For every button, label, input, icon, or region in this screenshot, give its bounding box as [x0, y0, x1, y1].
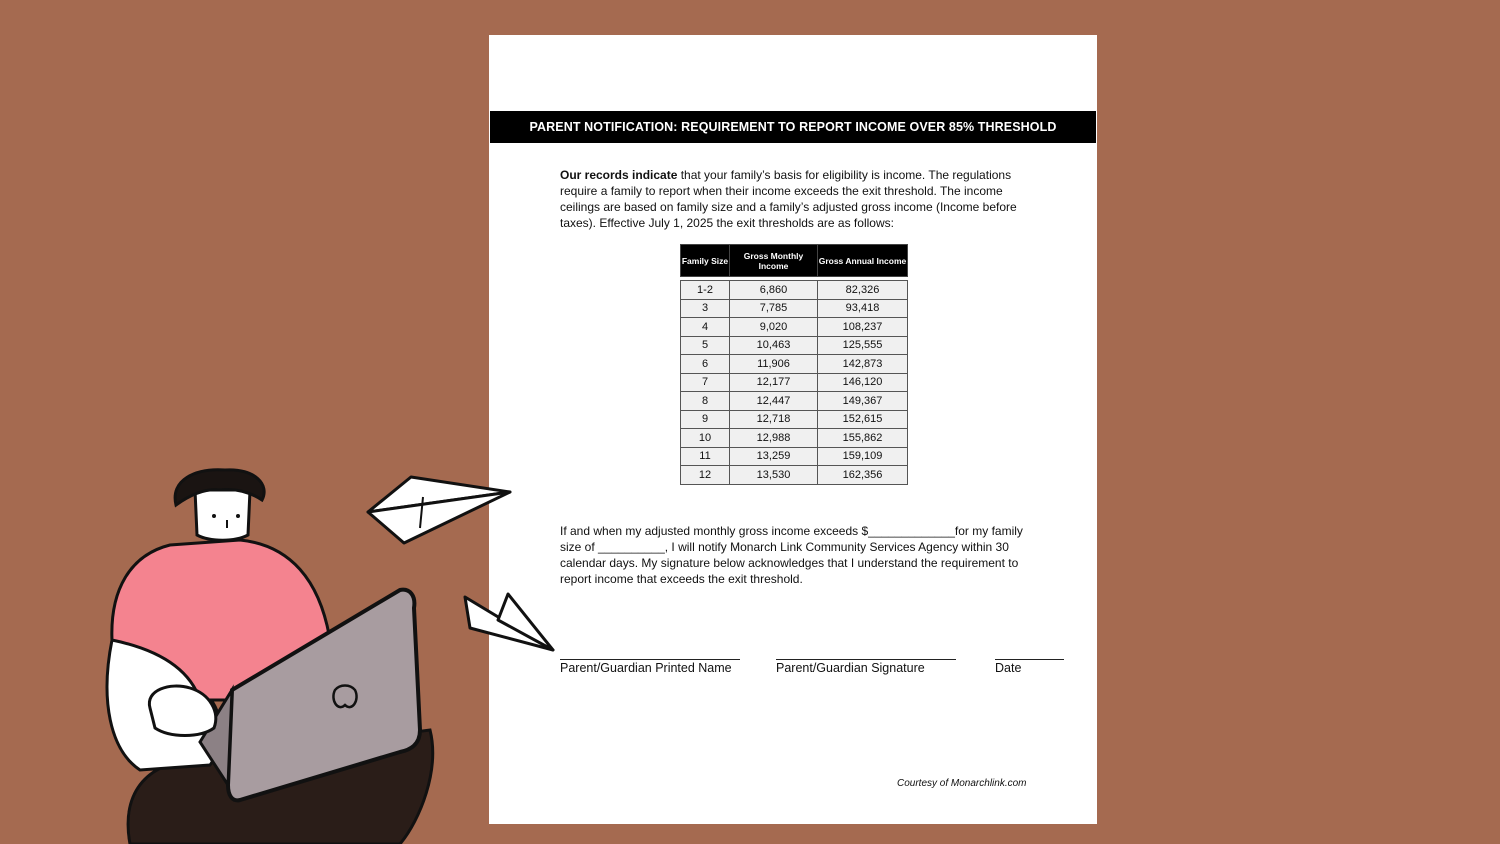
table-cell: 13,259	[730, 447, 818, 466]
column-header: Family Size	[681, 245, 730, 277]
date-line[interactable]	[995, 659, 1064, 660]
table-cell: 146,120	[818, 373, 908, 392]
table-cell: 155,862	[818, 429, 908, 448]
table-cell: 10	[681, 429, 730, 448]
table-cell: 9	[681, 410, 730, 429]
table-cell: 149,367	[818, 392, 908, 411]
table-row	[681, 466, 908, 485]
table-cell: 11	[681, 447, 730, 466]
table-cell: 1-2	[681, 281, 730, 300]
income-threshold-table	[680, 244, 908, 485]
table-cell: 12,988	[730, 429, 818, 448]
signature-label: Parent/Guardian Signature	[776, 661, 925, 675]
table-cell: 12	[681, 466, 730, 485]
table-cell: 10,463	[730, 336, 818, 355]
table-cell: 5	[681, 336, 730, 355]
acknowledgement-paragraph: If and when my adjusted monthly gross income exceeds $_____________for my family size of __________, I will notify Monarch Link Community Services Agency within 30 calendar days. My signature below acknowledges that I understand the requirement to report income that exceeds the exit threshold.	[560, 524, 1023, 586]
printed-name-line[interactable]	[560, 659, 740, 660]
intro-text: that your family’s basis for eligibility is income. The regulations require a family to report when their income exceeds the exit threshold. The income ceilings are based on family size and a family’s adjusted gross income (Income before taxes). Effective July 1, 2025 the exit thresholds are as follows:	[560, 168, 1017, 230]
column-header: Gross Monthly Income	[730, 245, 818, 277]
table-cell: 12,718	[730, 410, 818, 429]
table-row	[681, 410, 908, 429]
column-header: Gross Annual Income	[818, 245, 908, 277]
table-cell: 142,873	[818, 355, 908, 374]
table-cell: 82,326	[818, 281, 908, 300]
printed-name-label: Parent/Guardian Printed Name	[560, 661, 732, 675]
table-cell: 108,237	[818, 318, 908, 337]
table-cell: 7,785	[730, 299, 818, 318]
table-cell: 162,356	[818, 466, 908, 485]
table-header-row	[681, 245, 908, 277]
table-cell: 7	[681, 373, 730, 392]
table-row	[681, 392, 908, 411]
table-cell: 8	[681, 392, 730, 411]
table-row	[681, 373, 908, 392]
document-page	[489, 35, 1097, 824]
table-cell: 6,860	[730, 281, 818, 300]
table-row	[681, 355, 908, 374]
table-row	[681, 429, 908, 448]
date-label: Date	[995, 661, 1022, 675]
table-cell: 152,615	[818, 410, 908, 429]
table-row	[681, 336, 908, 355]
table-cell: 13,530	[730, 466, 818, 485]
courtesy-note: Courtesy of Monarchlink.com	[897, 778, 1027, 789]
table-cell: 12,447	[730, 392, 818, 411]
table-row	[681, 299, 908, 318]
document-title: PARENT NOTIFICATION: REQUIREMENT TO REPORT INCOME OVER 85% THRESHOLD	[490, 111, 1096, 143]
table-row	[681, 281, 908, 300]
table-cell: 12,177	[730, 373, 818, 392]
signature-line[interactable]	[776, 659, 956, 660]
table-row	[681, 447, 908, 466]
intro-bold-text: Our records indicate	[560, 168, 678, 182]
table-cell: 93,418	[818, 299, 908, 318]
table-cell: 4	[681, 318, 730, 337]
intro-paragraph	[560, 167, 1030, 231]
table-cell: 3	[681, 299, 730, 318]
table-cell: 6	[681, 355, 730, 374]
table-cell: 9,020	[730, 318, 818, 337]
table-cell: 125,555	[818, 336, 908, 355]
table-cell: 11,906	[730, 355, 818, 374]
table-cell: 159,109	[818, 447, 908, 466]
table-row	[681, 318, 908, 337]
